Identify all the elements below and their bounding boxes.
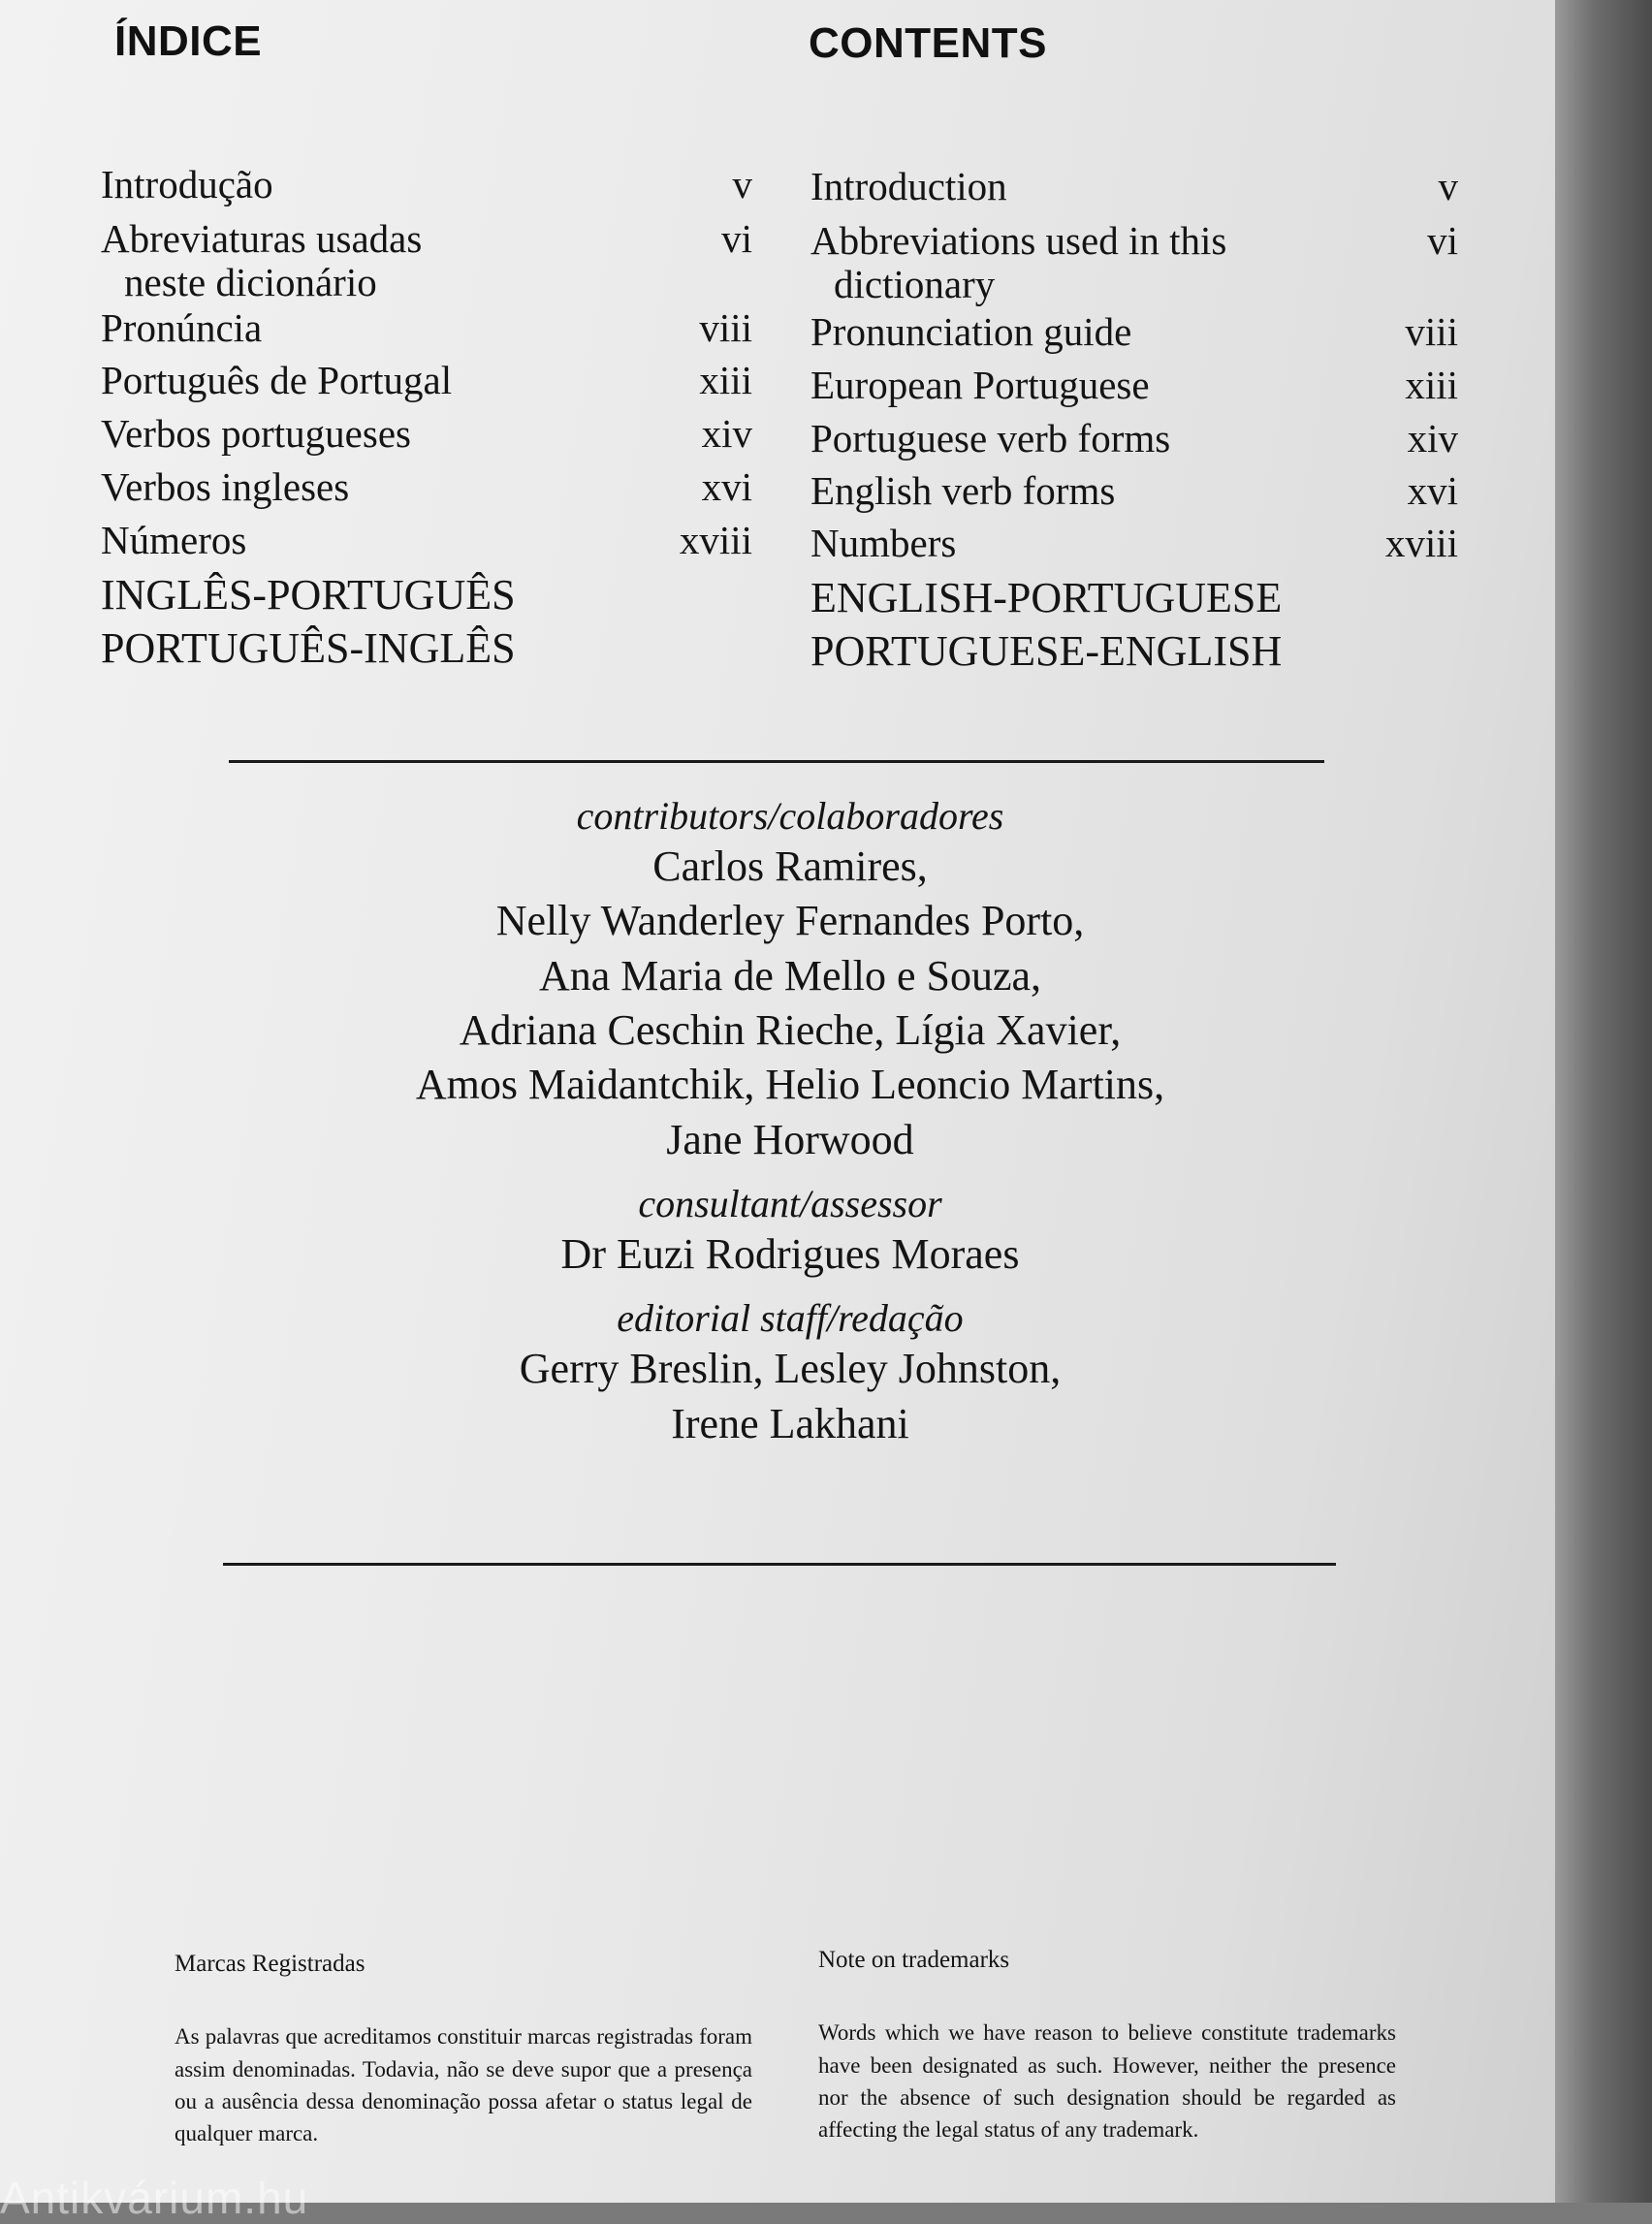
toc-entry-page: xiv [701,411,752,456]
toc-section-label: PORTUGUÊS-INGLÊS [101,624,516,672]
trademark-note-pt [175,1947,752,2150]
contributor-line: Adriana Ceschin Rieche, Lígia Xavier, [459,1005,1122,1054]
heading-contents: CONTENTS [809,19,1047,67]
toc-entry-page: vi [1427,218,1458,263]
toc-row [101,306,752,359]
toc-entry-label: Português de Portugal [101,358,453,402]
toc-entry-page: xiii [1405,363,1458,407]
toc-entry-label: Introduction [810,164,1007,208]
contributors-role: contributors/colaboradores [576,794,1004,838]
toc-row [101,519,752,572]
contributor-line: Jane Horwood [666,1115,914,1163]
toc-section-label: INGLÊS-PORTUGUÊS [101,571,516,619]
toc-row [101,163,752,217]
toc-entry-page: xiii [699,358,752,402]
toc-entry-page: vi [721,216,752,261]
toc-entry-page: xiv [1407,416,1458,461]
toc-row [810,219,1458,310]
toc-portuguese [101,163,752,672]
toc-entry-label: Numbers [810,521,957,565]
editorial-line: Gerry Breslin, Lesley Johnston, [519,1345,1062,1393]
trademark-title-en: Note on trademarks [818,1947,1010,1973]
toc-english [810,165,1458,675]
toc-entry-page: xvi [701,464,752,509]
toc-entry-label: Pronunciation guide [810,309,1132,354]
trademark-text-en: Words which we have reason to believe constitute trademarks have been designated as such. However, neither the presence nor the absence of such designation should be regarded as affecting the legal status of any trademark. [818,2020,1396,2143]
toc-row [810,417,1458,469]
heading-indice: ÍNDICE [114,17,263,65]
divider-top [229,760,1324,763]
trademark-title-pt: Marcas Registradas [175,1951,365,1977]
contributor-line: Carlos Ramires, [652,842,928,890]
consultant-role: consultant/assessor [638,1181,942,1225]
toc-entry-page: v [732,162,752,207]
trademark-text-pt: As palavras que acreditamos constituir marcas registradas foram assim denominadas. Todavia, não se deve supor que a presença ou a ausência dessa denominação possa afetar o status legal de qualquer marca. [175,2024,752,2146]
toc-entry-page: viii [1405,309,1458,354]
toc-entry-label: English verb forms [810,468,1116,513]
contributor-line: Nelly Wanderley Fernandes Porto, [495,897,1085,945]
toc-row [810,310,1458,364]
toc-entry-label: Verbos ingleses [101,464,350,509]
watermark: Antikvárium.hu [0,2173,309,2223]
page-edge-shadow [1555,0,1652,2203]
toc-entry-label: Verbos portugueses [101,411,411,456]
divider-bottom [223,1563,1336,1566]
toc-entry-label: European Portuguese [810,363,1150,407]
toc-entry-page: viii [699,305,752,350]
toc-entry-label: Abreviaturas usadas neste dicionário [101,216,423,305]
toc-row [810,469,1458,522]
toc-row [810,364,1458,417]
toc-entry-label: Abbreviations used in this dictionary [810,218,1227,307]
consultant-line: Dr Euzi Rodrigues Moraes [560,1229,1020,1278]
toc-row [101,359,752,412]
toc-entry-page: xviii [1384,521,1458,565]
toc-entry-label: Números [101,518,247,562]
toc-row [810,522,1458,575]
toc-section-label: PORTUGUESE-ENGLISH [810,627,1283,675]
toc-row [101,412,752,465]
trademark-note-en [818,1943,1396,2146]
toc-section-label: ENGLISH-PORTUGUESE [810,574,1283,621]
contributor-line: Amos Maidantchik, Helio Leoncio Martins, [415,1061,1165,1109]
contributor-line: Ana Maria de Mello e Souza, [538,951,1042,1000]
toc-entry-page: xviii [679,518,752,562]
editorial-line: Irene Lakhani [671,1399,909,1447]
toc-entry-label: Pronúncia [101,305,263,350]
toc-row [101,217,752,306]
editorial-role: editorial staff/redação [617,1296,964,1341]
toc-entry-page: v [1438,164,1458,208]
toc-entry-label: Introdução [101,162,273,207]
toc-row [810,165,1458,219]
credits [291,793,1289,1451]
toc-row [101,465,752,519]
toc-entry-label: Portuguese verb forms [810,416,1171,461]
toc-entry-page: xvi [1407,468,1458,513]
